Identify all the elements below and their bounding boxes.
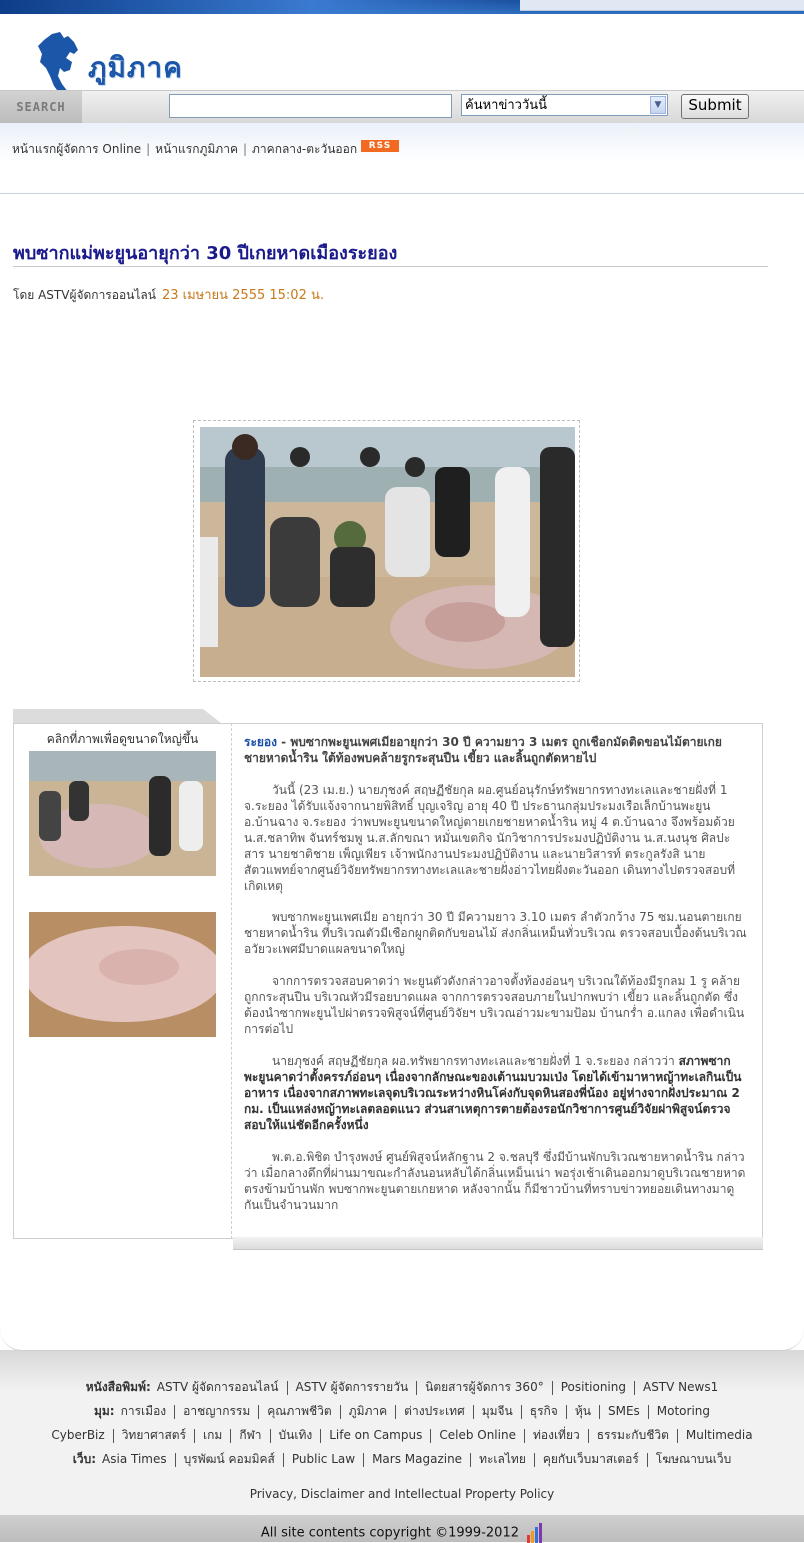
footer-link[interactable]: SMEs	[607, 1404, 640, 1418]
footer-link[interactable]: บันเทิง	[278, 1428, 313, 1442]
footer-link[interactable]: หุ้น	[574, 1404, 591, 1418]
thumbnail-image-2	[29, 912, 216, 1037]
footer-label-websites: เว็บ:	[72, 1452, 97, 1466]
footer-separator	[552, 1381, 553, 1395]
breadcrumb	[12, 140, 357, 159]
article-title: พบซากแม่พะยูนอายุกว่า 30 ปีเกยหาดเมืองระยอง	[13, 243, 398, 264]
footer-link[interactable]: คุณภาพชีวิต	[267, 1404, 332, 1418]
footer-link[interactable]: Mars Magazine	[372, 1452, 463, 1466]
footer-link[interactable]: Motoring	[656, 1404, 711, 1418]
footer-separator	[470, 1453, 471, 1467]
footer-link[interactable]: CyberBiz	[51, 1428, 105, 1442]
footer-link[interactable]: กีฬา	[239, 1428, 262, 1442]
search-scope-value: ค้นหาข่าววันนี้	[465, 98, 548, 113]
footer-separator	[230, 1429, 231, 1443]
copyright-line	[0, 1523, 804, 1543]
footer-row-sections-2	[0, 1426, 804, 1445]
thumbnail-photo-2[interactable]	[29, 912, 216, 1037]
breadcrumb-regional-home[interactable]: หน้าแรกภูมิภาค	[155, 142, 238, 156]
footer-link[interactable]: มุมจีน	[481, 1404, 513, 1418]
lead-location: ระยอง	[244, 735, 277, 749]
footer-link[interactable]: โฆษณาบนเว็บ	[655, 1452, 732, 1466]
footer-link[interactable]: อาชญากรรม	[183, 1404, 251, 1418]
footer-separator	[270, 1429, 271, 1443]
article-lead	[244, 734, 749, 766]
site-header	[0, 14, 804, 90]
footer-separator	[634, 1381, 635, 1395]
footer-separator	[648, 1405, 649, 1419]
thumbnail-caption: คลิกที่ภาพเพื่อดูขนาดใหญ่ขึ้น	[46, 732, 199, 746]
footer-link[interactable]: ธรรมะกับชีวิต	[596, 1428, 669, 1442]
search-input[interactable]	[169, 94, 452, 118]
footer-link[interactable]: Public Law	[291, 1452, 356, 1466]
footer-separator	[287, 1381, 288, 1395]
footer-link[interactable]: Multimedia	[685, 1428, 753, 1442]
footer-link[interactable]: ASTV News1	[642, 1380, 719, 1394]
article-paragraph-5: พ.ต.อ.พิชิต บำรุงพงษ์ ศูนย์พิสูจน์หลักฐาน 2 จ.ชลบุรี ซึ่งมีบ้านพักบริเวณชายหาดน้ำริน กล่าวว่า เมื่อกลางดึกที่ผ่านมาขณะกำลังนอนหลับได้กลิ่นเหม็นเน่า พอรุ่งเช้าเดินออกมาดูบริเวณชายหาดตรงข้ามบ้านพัก พบซากพะยูนตายเกยหาด หลังจากนั้น ก็มีชาวบ้านที่ทราบข่าวทยอยเดินทางมาดูกันเป็นจำนวนมาก	[244, 1150, 746, 1212]
footer-separator	[473, 1405, 474, 1419]
footer-separator	[677, 1429, 678, 1443]
beach-scene-photo	[200, 427, 575, 677]
breadcrumb-manager-online[interactable]: หน้าแรกผู้จัดการ Online	[12, 142, 142, 156]
lead-text: - พบซากพะยูนเพศเมียอายุกว่า 30 ปี ความยาว 3 เมตร ถูกเชือกมัดติดขอนไม้ตายเกยชายหาดน้ำริน ใต้ท้องพบคล้ายรูกระสุนปืน เขี้ยว และลิ้นถูกตัดหายไป	[244, 735, 722, 765]
footer-link[interactable]: ทะเลไทย	[479, 1452, 526, 1466]
top-banner-strip	[520, 0, 804, 11]
box-bottom-bar	[233, 1237, 763, 1250]
article-paragraph-4	[244, 1053, 749, 1133]
footer-link[interactable]: Asia Times	[102, 1452, 167, 1466]
paragraph-4-plain: นายภุชงค์ สฤษฏีชัยกุล ผอ.ทรัพยากรทางทะเลและชายฝั่งที่ 1 จ.ระยอง กล่าวว่า	[272, 1054, 679, 1068]
footer-separator	[395, 1405, 396, 1419]
article-date: 23 เมษายน 2555 15:02 น.	[161, 288, 324, 303]
footer-label-newspapers: หนังสือพิมพ์:	[85, 1380, 151, 1394]
footer-link[interactable]: คุยกับเว็บมาสเตอร์	[542, 1452, 639, 1466]
footer-curve	[0, 1320, 804, 1351]
article-paragraph-2: พบซากพะยูนเพศเมีย อายุกว่า 30 ปี มีความยาว 3.10 เมตร ลำตัวกว้าง 75 ซม.นอนตายเกยชายหาดน้ำริน ที่บริเวณตัวมีเชือกผูกติดกับขอนไม้ ส่งกลิ่นเหม็นทั่วบริเวณ ตรวจสอบเบื้องต้นบริเวณอวัยวะเพศมีบาดแผลขนาดใหญ่	[244, 910, 747, 956]
footer-separator	[258, 1405, 259, 1419]
footer-link[interactable]: เกม	[203, 1428, 223, 1442]
thumbnail-photo-1[interactable]	[29, 751, 216, 876]
footer-separator	[363, 1453, 364, 1467]
submit-button[interactable]: Submit	[681, 94, 749, 119]
footer-separator	[113, 1429, 114, 1443]
footer-separator	[524, 1429, 525, 1443]
chevron-down-icon[interactable]: ▼	[650, 96, 666, 114]
title-divider	[13, 266, 768, 267]
article-paragraph-1: วันนี้ (23 เม.ย.) นายภุชงค์ สฤษฏีชัยกุล ผอ.ศูนย์อนุรักษ์ทรัพยากรทางทะเลและชายฝั่งที่ 1 จ.ระยอง ได้รับแจ้งจากนายพิสิทธิ์ บุญเจริญ อายุ 40 ปี ประธานกลุ่มประมงเรือเล็กบ้านพะยูน อ.บ้านฉาง จ.ระยอง ว่าพบพะยูนขนาดใหญ่ตายเกยชายหาดน้ำริน หมู่ 4 ต.บ้านฉาง จึงพร้อมด้วย น.ส.ชลาทิพ จันทร์ชมพู น.ส.ลักขณา หมั่นเขตกิจ นักวิชาการประมงปฏิบัติงาน น.ส.นงนุช ศิลปะสาร นายชาติชาย เพ็ญเพียร เจ้าพนักงานประมงปฏิบัติงาน และนายวิสารท์ ตระกูลรังสิ นายสัตวแพทย์จากศูนย์วิจัยทรัพยากรทางทะเลและชายฝั่งอ่าวไทยฝั่งตะวันออก เดินทางไปตรวจสอบที่เกิดเหตุ	[244, 783, 736, 893]
breadcrumb-separator: |	[242, 142, 248, 156]
site-logo-text[interactable]: ภูมิภาค	[88, 51, 183, 84]
footer-link[interactable]: ต่างประเทศ	[404, 1404, 465, 1418]
paragraph-4-bold: สภาพซากพะยูนคาดว่าตั้งครรภ์อ่อนๆ เนื่องจากลักษณะของเต้านมบวมเป่ง โดยได้เข้ามาหาหญ้าทะเลกินเป็นอาหาร เนื่องจากสภาพทะเลจุดบริเวณระหว่างหินโค่งกับจุดหินสองพี่น้อง อยู่ห่างจากฝั่งประมาณ 2 กม. เป็นแหล่งหญ้าทะเลตลอดแนว ส่วนสาเหตุการตายต้องรอนักวิชาการศูนย์วิจัยผ่าพิสูจน์ตรวจสอบให้แน่ชัดอีกครั้งหนึ่ง	[244, 1054, 742, 1132]
copyright-text: All site contents copyright ©1999-2012	[260, 1525, 519, 1541]
footer-link[interactable]: Positioning	[560, 1380, 626, 1394]
footer-link[interactable]: บุรพัฒน์ คอมมิคส์	[183, 1452, 275, 1466]
footer-link[interactable]: นิตยสารผู้จัดการ 360°	[425, 1380, 544, 1394]
footer-separator	[647, 1453, 648, 1467]
footer-link[interactable]: ASTV ผู้จัดการรายวัน	[295, 1380, 409, 1394]
footer-link[interactable]: ภูมิภาค	[348, 1404, 388, 1418]
footer-separator	[194, 1429, 195, 1443]
footer-separator	[175, 1453, 176, 1467]
article-byline	[13, 284, 324, 305]
search-scope-select[interactable]	[461, 94, 668, 116]
bar-chart-logo-icon	[527, 1523, 543, 1543]
footer-row-websites	[0, 1450, 804, 1469]
search-label: SEARCH	[0, 91, 82, 123]
footer-separator	[588, 1429, 589, 1443]
footer-separator	[416, 1381, 417, 1395]
footer-separator	[174, 1405, 175, 1419]
main-photo-frame	[193, 420, 580, 682]
footer-row-newspapers	[0, 1378, 804, 1397]
thumbnail-image-1	[29, 751, 216, 876]
footer-separator	[599, 1405, 600, 1419]
footer-separator	[430, 1429, 431, 1443]
article-author: โดย ASTVผู้จัดการออนไลน์	[13, 288, 156, 302]
footer-separator	[566, 1405, 567, 1419]
footer-separator	[320, 1429, 321, 1443]
article-paragraph-3: จากการตรวจสอบคาดว่า พะยูนตัวดังกล่าวอาจตั้งท้องอ่อนๆ บริเวณใต้ท้องมีรูกลม 1 รู คล้ายถูกกระสุนปืน บริเวณหัวมีรอยบาดแผล จากการตรวจสอบภายในปากพบว่า เขี้ยว และลิ้นถูกตัด ซึ่งต้องนำซากพะยูนไปผ่าตรวจพิสูจน์ที่ศูนย์วิจัยฯ บริเวณอ่าวมะขามป้อม บ้านกร่ำ อ.แกลง เพื่อดำเนินการต่อไป	[244, 974, 745, 1036]
breadcrumb-central-east[interactable]: ภาคกลาง-ตะวันออก	[252, 142, 358, 156]
breadcrumb-separator: |	[146, 142, 151, 156]
footer-separator	[521, 1405, 522, 1419]
breadcrumb-bar	[0, 123, 804, 194]
box-top-tab	[13, 709, 763, 723]
top-banner-gradient	[0, 0, 520, 14]
footer-link[interactable]: ท่องเที่ยว	[532, 1428, 580, 1442]
footer-separator	[283, 1453, 284, 1467]
footer-separator	[534, 1453, 535, 1467]
footer-link[interactable]: ASTV ผู้จัดการออนไลน์	[156, 1380, 279, 1394]
footer-link[interactable]: Celeb Online	[439, 1428, 516, 1442]
footer-row-sections	[0, 1402, 804, 1421]
footer-link[interactable]: วิทยาศาสตร์	[121, 1428, 187, 1442]
footer-policy-link[interactable]: Privacy, Disclaimer and Intellectual Property Policy	[249, 1487, 555, 1501]
rss-icon[interactable]: RSS	[361, 140, 399, 152]
box-divider	[231, 723, 233, 1239]
footer-link[interactable]: Life on Campus	[329, 1428, 423, 1442]
main-photo[interactable]	[200, 427, 575, 677]
footer-link[interactable]: ธุรกิจ	[529, 1404, 558, 1418]
footer-separator	[340, 1405, 341, 1419]
search-bar	[0, 90, 804, 124]
footer-label-sections: มุม:	[93, 1404, 115, 1418]
footer-link[interactable]: การเมือง	[120, 1404, 167, 1418]
